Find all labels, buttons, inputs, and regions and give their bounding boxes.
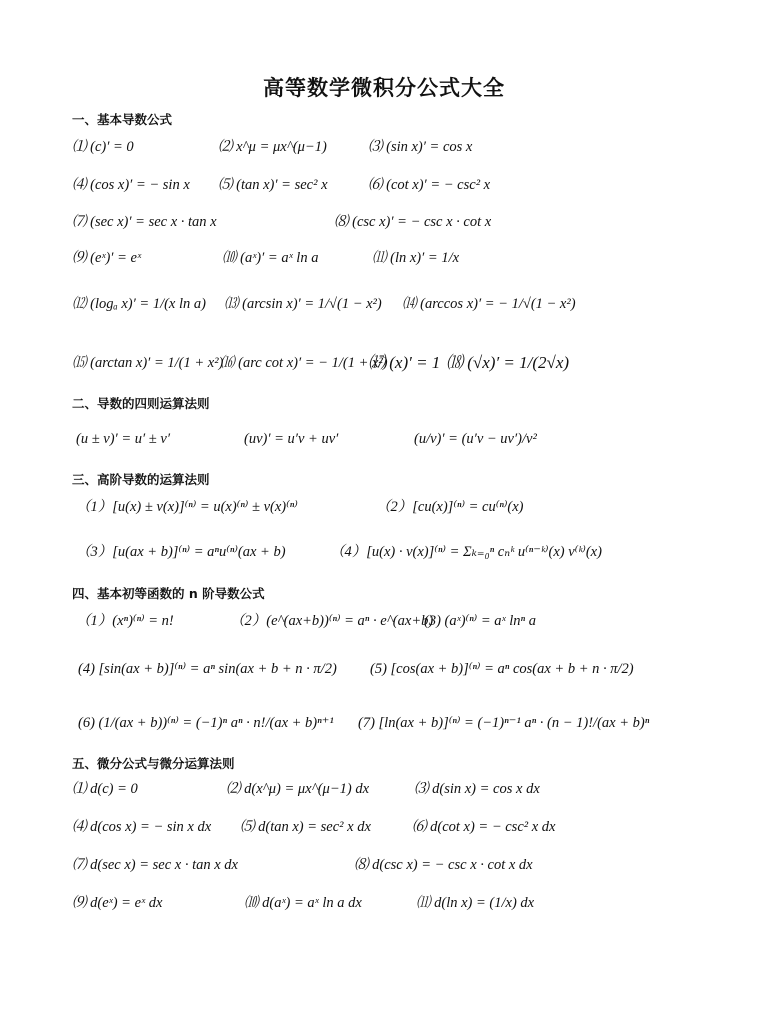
formula-derivative-arctan: ⒂ (arctan x)′ = 1/(1 + x²) xyxy=(72,355,224,371)
formula-derivative-a-power: ⑽ (aˣ)′ = aˣ ln a xyxy=(222,250,319,266)
formula-derivative-arccot: ⒃ (arc cot x)′ = − 1/(1 + x²) xyxy=(220,355,388,371)
formula-derivative-ln: ⑾ (ln x)′ = 1/x xyxy=(372,250,460,266)
page-title: 高等数学微积分公式大全 xyxy=(263,76,505,100)
formula-higher-sum: （1）[u(x) ± v(x)]⁽ⁿ⁾ = u(x)⁽ⁿ⁾ ± v(x)⁽ⁿ⁾ xyxy=(76,499,298,515)
formula-higher-leibniz: （4）[u(x) · v(x)]⁽ⁿ⁾ = Σₖ₌₀ⁿ cₙᵏ u⁽ⁿ⁻ᵏ⁾(x) v⁽ᵏ⁾(x) xyxy=(330,544,602,560)
formula-nth-sin: (4) [sin(ax + b)]⁽ⁿ⁾ = aⁿ sin(ax + b + n · π/2) xyxy=(78,661,337,677)
section-heading-nth-derivatives: 四、基本初等函数的 n 阶导数公式 xyxy=(72,586,265,601)
formula-differential-sin: ⑶ d(sin x) = cos x dx xyxy=(414,781,540,797)
formula-differential-cot: ⑹ d(cot x) = − csc² x dx xyxy=(412,819,556,835)
formula-derivative-cos: ⑷ (cos x)′ = − sin x xyxy=(72,177,190,193)
formula-differential-power: ⑵ d(x^μ) = μx^(μ−1) dx xyxy=(226,781,370,797)
formula-differential-a-power: ⑽ d(aˣ) = aˣ ln a dx xyxy=(244,895,362,911)
formula-derivative-exp: ⑼ (eˣ)′ = eˣ xyxy=(72,250,142,266)
formula-nth-reciprocal: (6) (1/(ax + b))⁽ⁿ⁾ = (−1)ⁿ aⁿ · n!/(ax + b)ⁿ⁺¹ xyxy=(78,715,334,731)
formula-nth-power: （1）(xⁿ)⁽ⁿ⁾ = n! xyxy=(76,613,174,629)
formula-derivative-log: ⑿ (logₐ x)′ = 1/(x ln a) xyxy=(72,296,206,312)
formula-derivative-cot: ⑹ (cot x)′ = − csc² x xyxy=(368,177,491,193)
formula-differential-csc: ⑻ d(csc x) = − csc x · cot x dx xyxy=(354,857,533,873)
formula-differential-tan: ⑸ d(tan x) = sec² x dx xyxy=(240,819,371,835)
formula-derivative-sin: ⑶ (sin x)′ = cos x xyxy=(368,139,473,155)
section-heading-arithmetic-rules: 二、导数的四则运算法则 xyxy=(72,396,210,411)
formula-differential-exp: ⑼ d(eˣ) = eˣ dx xyxy=(72,895,163,911)
formula-derivative-x: ⒄ (x)′ = 1 xyxy=(368,353,441,372)
section-heading-higher-order-rules: 三、高阶导数的运算法则 xyxy=(72,472,210,487)
formula-derivative-arcsin: ⒀ (arcsin x)′ = 1/√(1 − x²) xyxy=(224,296,382,312)
formula-derivative-sec: ⑺ (sec x)′ = sec x · tan x xyxy=(72,214,217,230)
formula-rule-product: (uv)′ = u′v + uv′ xyxy=(244,431,339,447)
formula-higher-linear: （3）[u(ax + b)]⁽ⁿ⁾ = aⁿu⁽ⁿ⁾(ax + b) xyxy=(76,544,286,560)
formula-higher-constant: （2）[cu(x)]⁽ⁿ⁾ = cu⁽ⁿ⁾(x) xyxy=(376,499,524,515)
formula-nth-a-power: (3) (aˣ)⁽ⁿ⁾ = aˣ lnⁿ a xyxy=(424,613,536,629)
formula-derivative-power: ⑵ x^μ = μx^(μ−1) xyxy=(218,139,327,155)
formula-nth-cos: (5) [cos(ax + b)]⁽ⁿ⁾ = aⁿ cos(ax + b + n · π/2) xyxy=(370,661,634,677)
formula-derivative-tan: ⑸ (tan x)′ = sec² x xyxy=(218,177,328,193)
section-heading-basic-derivatives: 一、基本导数公式 xyxy=(72,112,173,127)
formula-rule-quotient: (u/v)′ = (u′v − uv′)/v² xyxy=(414,431,537,447)
formula-nth-exp: （2）(e^(ax+b))⁽ⁿ⁾ = aⁿ · e^(ax+b) xyxy=(230,613,434,629)
formula-rule-sum: (u ± v)′ = u′ ± v′ xyxy=(76,431,170,447)
formula-derivative-sqrt: ⒅ (√x)′ = 1/(2√x) xyxy=(446,353,570,372)
section-heading-differentials: 五、微分公式与微分运算法则 xyxy=(72,756,235,771)
formula-nth-ln: (7) [ln(ax + b)]⁽ⁿ⁾ = (−1)ⁿ⁻¹ aⁿ · (n − 1)!/(ax + b)ⁿ xyxy=(358,715,650,731)
formula-derivative-arccos: ⒁ (arccos x)′ = − 1/√(1 − x²) xyxy=(402,296,576,312)
formula-derivative-constant: ⑴ (c)′ = 0 xyxy=(72,139,134,155)
formula-differential-cos: ⑷ d(cos x) = − sin x dx xyxy=(72,819,212,835)
formula-differential-ln: ⑾ d(ln x) = (1/x) dx xyxy=(416,895,535,911)
formula-differential-constant: ⑴ d(c) = 0 xyxy=(72,781,138,797)
formula-differential-sec: ⑺ d(sec x) = sec x · tan x dx xyxy=(72,857,238,873)
formula-derivative-csc: ⑻ (csc x)′ = − csc x · cot x xyxy=(334,214,492,230)
